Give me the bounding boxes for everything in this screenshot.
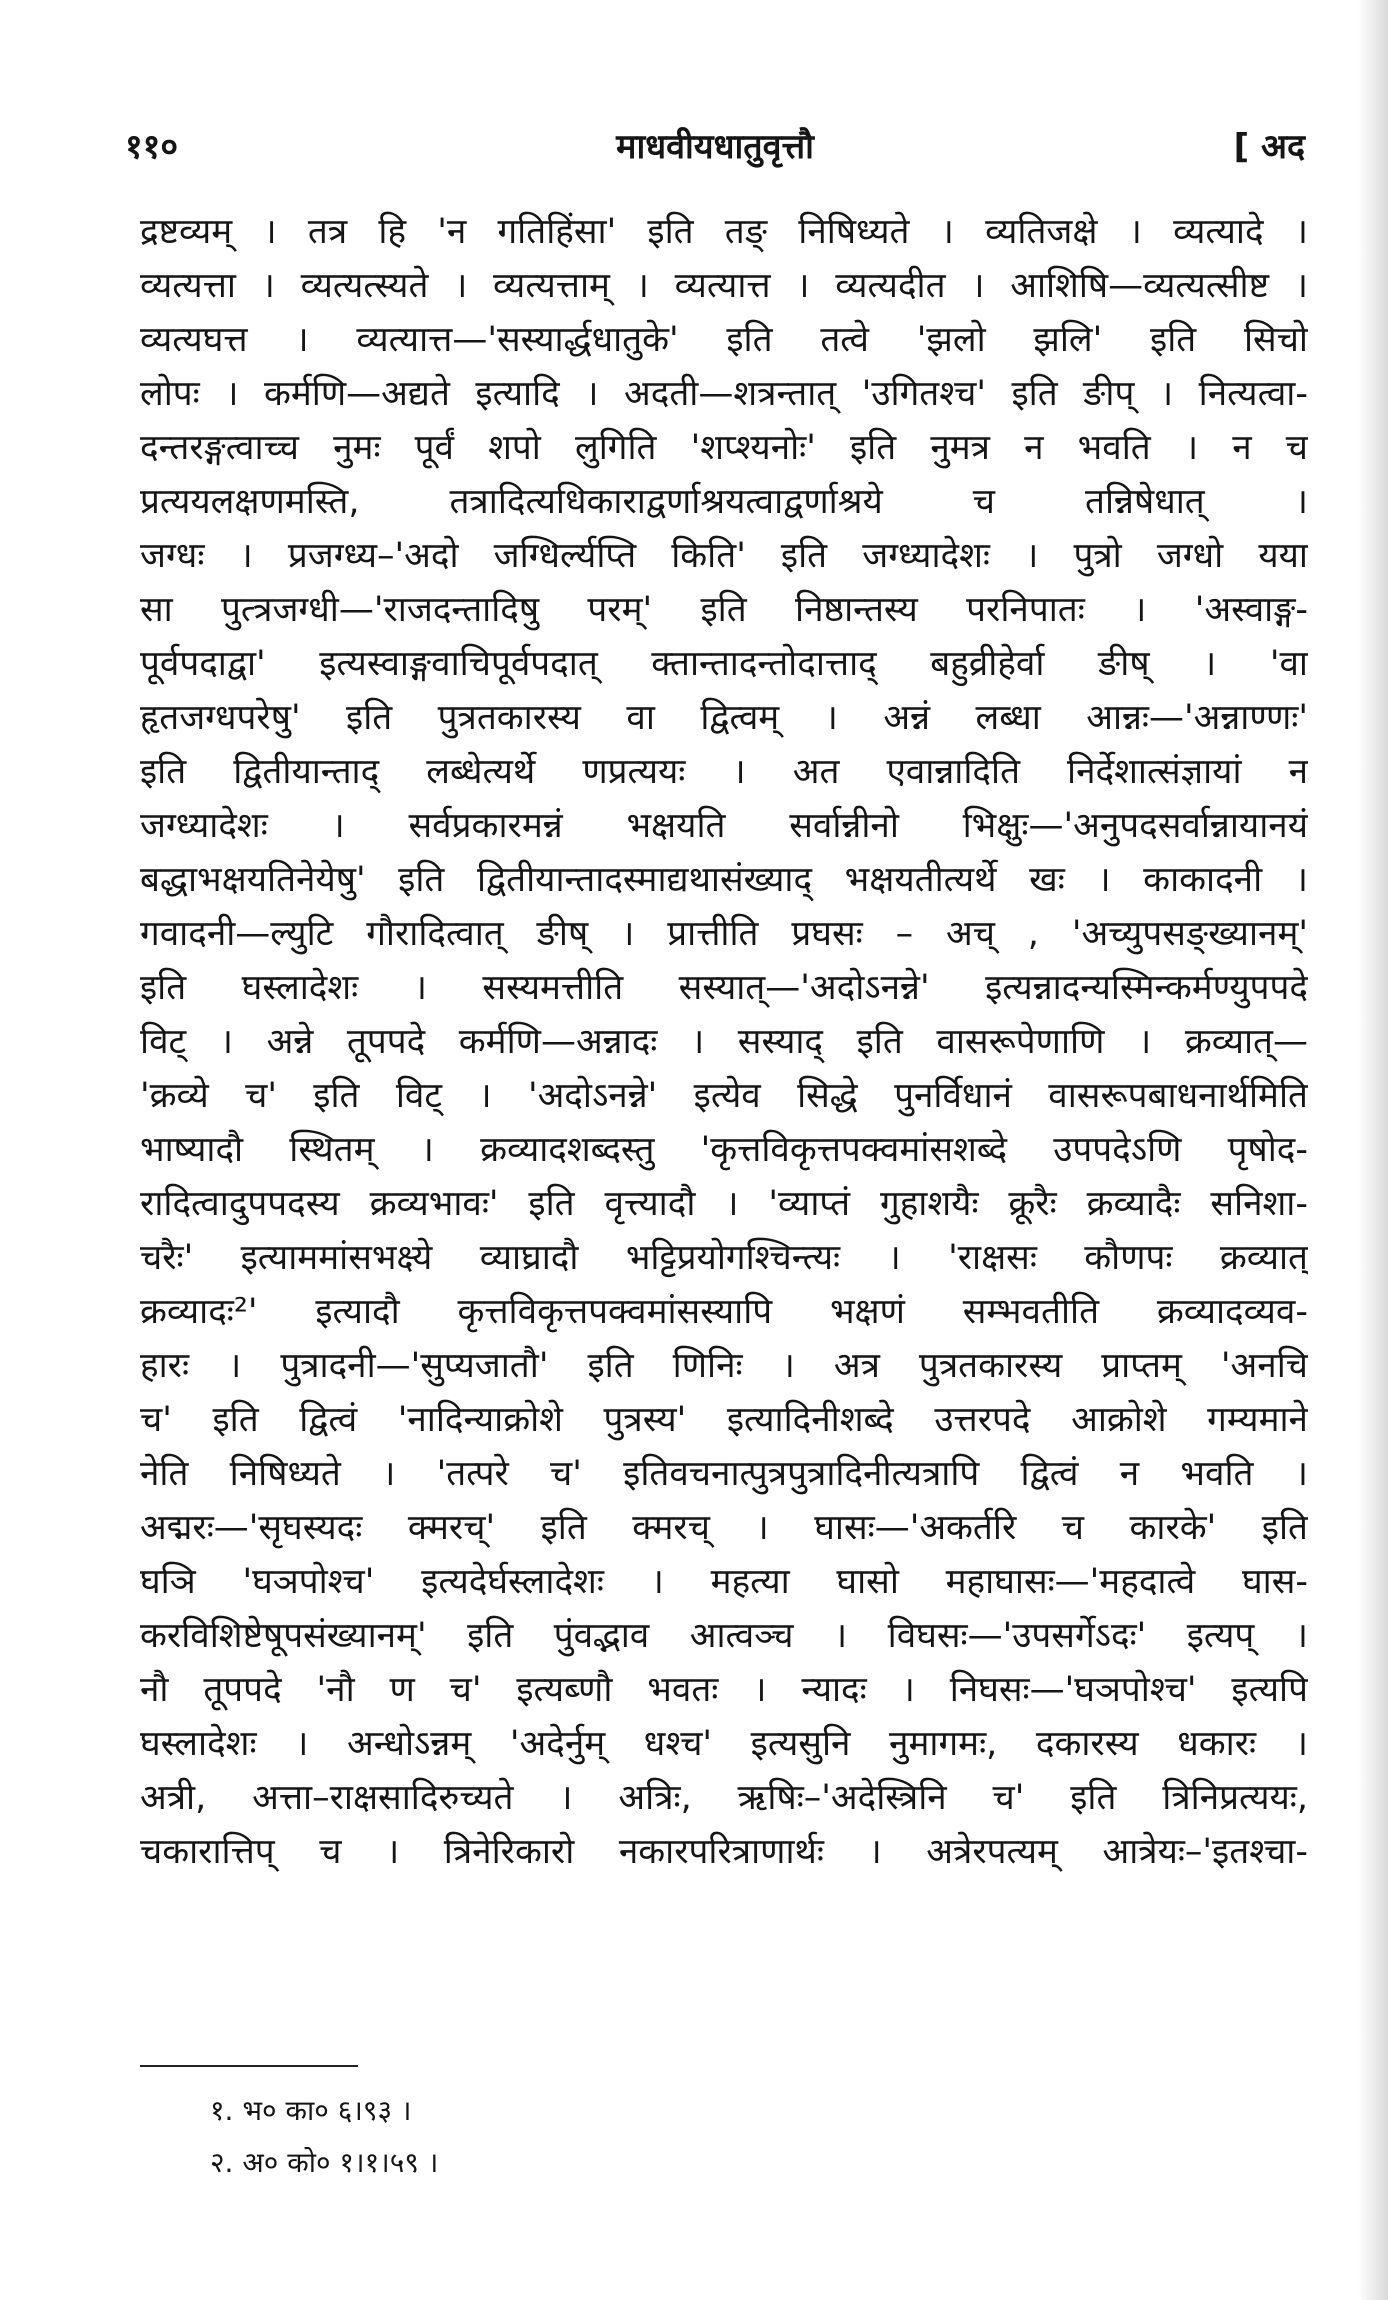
text-line: व्यत्यघत्त । व्यत्यात्त—'सस्यार्द्धधातुके' इति तत्वे 'झलो झलि' इति सिचो bbox=[140, 320, 1308, 360]
text-line: व्यत्यत्ता । व्यत्यत्स्यते । व्यत्यत्ताम् । व्यत्यात्त । व्यत्यदीत । आशिषि—व्यत्यत्सीष्ट । bbox=[140, 266, 1308, 306]
text-line: चरैः' इत्याममांसभक्ष्ये व्याघ्रादौ भट्टिप्रयोगश्चिन्त्यः । 'राक्षसः कौणपः क्रव्यात् bbox=[140, 1238, 1308, 1278]
text-line: नेति निषिध्यते । 'तत्परे च' इतिवचनात्पुत्रपुत्रादिनीत्यत्रापि द्वित्वं न भवति । bbox=[140, 1454, 1308, 1494]
text-line: घञि 'घञपोश्च' इत्यदेर्घस्लादेशः । महत्या घासो महाघासः—'महदात्वे घास- bbox=[140, 1562, 1308, 1602]
text-line: बद्धाभक्षयतिनेयेषु' इति द्वितीयान्तादस्माद्यथासंख्याद् भक्षयतीत्यर्थे खः । काकादनी । bbox=[140, 860, 1308, 900]
text-line: हारः । पुत्रादनी—'सुप्यजातौ' इति णिनिः । अत्र पुत्रतकारस्य प्राप्तम् 'अनचि bbox=[140, 1346, 1308, 1386]
footnote-divider bbox=[140, 2065, 358, 2067]
body-text bbox=[140, 205, 1308, 1879]
text-line: लोपः । कर्मणि—अद्यते इत्यादि । अदती—शत्रन्तात् 'उगितश्च' इति ङीप् । नित्यत्वा- bbox=[140, 374, 1308, 414]
page-edge-shadow bbox=[1358, 0, 1388, 2300]
text-line: विट् । अन्ने तूपपदे कर्मणि—अन्नादः । सस्याद् इति वासरूपेणाणि । क्रव्यात्— bbox=[140, 1022, 1308, 1062]
footnotes bbox=[210, 2085, 438, 2189]
footnote: २. अ० को० १।१।५९ । bbox=[210, 2146, 439, 2179]
text-line: रादित्वादुपपदस्य क्रव्यभावः' इति वृत्त्यादौ । 'व्याप्तं गुहाशयैः क्रूरैः क्रव्यादैः सनिशा- bbox=[140, 1184, 1308, 1224]
text-line: दन्तरङ्गत्वाच्च नुमः पूर्वं शपो लुगिति 'शप्श्यनोः' इति नुमत्र न भवति । न च bbox=[140, 428, 1308, 468]
text-line: 'क्रव्ये च' इति विट् । 'अदोऽनन्ने' इत्येव सिद्धे पुनर्विधानं वासरूपबाधनार्थमिति bbox=[140, 1076, 1308, 1116]
text-line: करविशिष्टेषूपसंख्यानम्' इति पुंवद्भाव आत्वञ्च । विघसः—'उपसर्गेऽदः' इत्यप् । bbox=[140, 1616, 1308, 1656]
text-line: अद्मरः—'सृघस्यदः क्मरच्' इति क्मरच् । घासः—'अकर्तरि च कारके' इति bbox=[140, 1508, 1308, 1548]
text-line: द्रष्टव्यम् । तत्र हि 'न गतिहिंसा' इति तङ् निषिध्यते । व्यतिजक्षे । व्यत्यादे । bbox=[140, 212, 1308, 252]
running-header bbox=[125, 122, 1305, 178]
text-line: हृतजग्धपरेषु' इति पुत्रतकारस्य वा द्वित्वम् । अन्नं लब्धा आन्नः—'अन्नाण्णः' bbox=[140, 698, 1308, 738]
text-line: इति द्वितीयान्ताद् लब्धेत्यर्थे णप्रत्ययः । अत एवान्नादिति निर्देशात्संज्ञायां न bbox=[140, 752, 1308, 792]
text-line: जग्धः । प्रजग्ध्य–'अदो जग्धिर्ल्यप्ति किति' इति जग्ध्यादेशः । पुत्रो जग्धो यया bbox=[140, 536, 1308, 576]
text-line: जग्ध्यादेशः । सर्वप्रकारमन्नं भक्षयति सर्वान्नीनो भिक्षुः—'अनुपदसर्वान्नायानयं bbox=[140, 806, 1308, 846]
text-line: क्रव्यादः²' इत्यादौ कृत्तविकृत्तपक्वमांसस्यापि भक्षणं सम्भवतीति क्रव्यादव्यव- bbox=[140, 1292, 1308, 1332]
text-line: घस्लादेशः । अन्धोऽन्नम् 'अदेर्नुम् धश्च' इत्यसुनि नुमागमः, दकारस्य धकारः । bbox=[140, 1724, 1308, 1764]
text-line: चकारात्तिप् च । त्रिनेरिकारो नकारपरित्राणार्थः । अत्रेरपत्यम् आत्रेयः–'इतश्चा- bbox=[140, 1832, 1308, 1872]
text-line: पूर्वपदाद्वा' इत्यस्वाङ्गवाचिपूर्वपदात् क्तान्तादन्तोदात्ताद् बहुव्रीहेर्वा ङीष् । 'वा bbox=[140, 644, 1308, 684]
text-line: भाष्यादौ स्थितम् । क्रव्यादशब्दस्तु 'कृत्तविकृत्तपक्वमांसशब्दे उपपदेऽणि पृषोद- bbox=[140, 1130, 1308, 1170]
text-line: गवादनी—ल्युटि गौरादित्वात् ङीष् । प्रात्तीति प्रघसः – अच् , 'अच्युपसङ्ख्यानम्' bbox=[140, 914, 1308, 954]
text-line: च' इति द्वित्वं 'नादिन्याक्रोशे पुत्रस्य' इत्यादिनीशब्दे उत्तरपदे आक्रोशे गम्यमाने bbox=[140, 1400, 1308, 1440]
footnote: १. भ० का० ६।९३ । bbox=[210, 2094, 412, 2127]
section-marker: [ अद bbox=[1233, 127, 1305, 167]
page-number: ११० bbox=[125, 127, 179, 167]
text-line: सा पुत्त्रजग्धी—'राजदन्तादिषु परम्' इति निष्ठान्तस्य परनिपातः । 'अस्वाङ्ग- bbox=[140, 590, 1308, 630]
text-line: नौ तूपपदे 'नौ ण च' इत्यब्णौ भवतः । न्यादः । निघसः—'घञपोश्च' इत्यपि bbox=[140, 1670, 1308, 1710]
running-title: माधवीयधातुवृत्तौ bbox=[616, 127, 814, 167]
text-line: इति घस्लादेशः । सस्यमत्तीति सस्यात्—'अदोऽनन्ने' इत्यन्नादन्यस्मिन्कर्मण्युपपदे bbox=[140, 968, 1308, 1008]
text-line: अत्री, अत्ता–राक्षसादिरुच्यते । अत्रिः, ऋषिः–'अदेस्त्रिनि च' इति त्रिनिप्रत्ययः, bbox=[140, 1778, 1308, 1818]
text-line: प्रत्ययलक्षणमस्ति, तत्रादित्यधिकाराद्वर्णाश्रयत्वाद्वर्णाश्रये च तन्निषेधात् । bbox=[140, 482, 1308, 522]
